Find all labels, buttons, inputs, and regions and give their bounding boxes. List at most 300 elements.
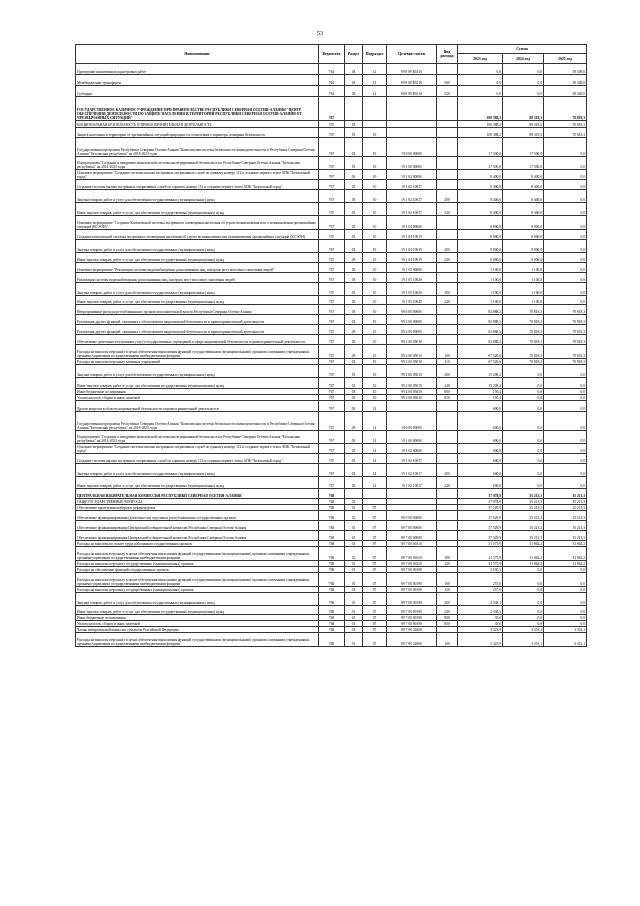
- cell-section: 03: [345, 325, 363, 335]
- cell-2025: 0,0: [544, 138, 587, 157]
- cell-name: Закупка товаров, работ и услуг для обеспечения государственных (муниципальных) нужд: [76, 365, 319, 378]
- cell-target: 19 1 02 10017: [387, 190, 437, 203]
- cell-subsection: 10: [363, 230, 387, 240]
- cell-name: Подпрограмма "Создание и внедрение комплексной системы интегрированной безопасности в Республике Северная Осетия-Алания "Безопасная республика" на 2014-2023 годы: [76, 157, 319, 170]
- cell-ministry: 767: [319, 203, 345, 216]
- cell-target: 99 0 00 00000: [387, 305, 437, 315]
- cell-subsection: 14: [363, 464, 387, 477]
- cell-2023: 15 208,2: [458, 378, 503, 389]
- cell-ministry: 768: [319, 561, 345, 567]
- cell-2025: 0,0: [544, 216, 587, 230]
- cell-ministry: 767: [319, 283, 345, 296]
- cell-2025: 35 213,3: [544, 505, 587, 511]
- cell-subsection: 10: [363, 378, 387, 389]
- cell-2024: 70 818,3: [503, 325, 544, 335]
- cell-section: 03: [345, 283, 363, 296]
- cell-section: 01: [345, 606, 363, 615]
- budget-table: [75, 44, 587, 647]
- cell-2024: 88 318,3: [503, 121, 544, 128]
- cell-2025: 0,0: [544, 431, 587, 444]
- table-row: [76, 263, 587, 273]
- cell-name: Расходы на выплаты персоналу в целях обеспечения выполнения функций государственными (муниципальными) органами, казенными учреждениями, органами управления государственными внебюджетными фондами: [76, 633, 319, 647]
- cell-name: Создание комплексной системы экстренного оповещения населения об угрозе возникновения или возникновения чрезвычайных ситуаций (КСЭОН): [76, 230, 319, 240]
- cell-name: Расходы на выплаты персоналу государственных (муниципальных) органов: [76, 587, 319, 593]
- cell-section: 04: [345, 86, 363, 97]
- header-2023: 2023 год: [458, 54, 503, 64]
- cell-2024: 88 318,3: [503, 97, 544, 121]
- cell-exp-type: [437, 454, 458, 464]
- cell-subsection: 07: [363, 593, 387, 606]
- cell-2025: 0,0: [544, 477, 587, 489]
- cell-section: 03: [345, 230, 363, 240]
- cell-target: 99 2 00 05010: [387, 335, 437, 345]
- cell-2023: 257,0: [458, 587, 503, 593]
- table-row: [76, 477, 587, 489]
- cell-name: Расходы на обеспечение функций государственных органов: [76, 567, 319, 573]
- cell-2024: 0,0: [503, 75, 544, 86]
- cell-subsection: 07: [363, 511, 387, 521]
- cell-name: Закупка товаров, работ и услуг для обеспечения государственных (муниципальных) нужд: [76, 593, 319, 606]
- cell-target: 19 1 02 10017: [387, 454, 437, 464]
- cell-ministry: 767: [319, 477, 345, 489]
- cell-section: 03: [345, 454, 363, 464]
- table-row: [76, 464, 587, 477]
- cell-section: 03: [345, 464, 363, 477]
- table-row: [76, 573, 587, 587]
- cell-name: Иные закупки товаров, работ и услуг для обеспечения государственных (муниципальных) нужд: [76, 606, 319, 615]
- cell-2024: 35 213,3: [503, 531, 544, 541]
- cell-target: 19 1 00 00000: [387, 431, 437, 444]
- cell-2025: 3 351,1: [544, 633, 587, 647]
- cell-section: 03: [345, 389, 363, 395]
- cell-subsection: 10: [363, 359, 387, 365]
- cell-section: 01: [345, 531, 363, 541]
- cell-2023: 35,0: [458, 621, 503, 627]
- cell-2024: 0,0: [503, 378, 544, 389]
- cell-section: [345, 97, 363, 121]
- table-row: [76, 216, 587, 230]
- cell-ministry: 767: [319, 97, 345, 121]
- cell-subsection: 12: [363, 75, 387, 86]
- cell-section: 03: [345, 216, 363, 230]
- cell-ministry: 767: [319, 138, 345, 157]
- cell-2024: 8 000,0: [503, 230, 544, 240]
- header-target: Целевая статья: [387, 45, 437, 64]
- cell-2023: 8 400,0: [458, 170, 503, 180]
- cell-2024: 8 000,0: [503, 240, 544, 253]
- cell-section: 01: [345, 561, 363, 567]
- cell-target: 99 2 00 00000: [387, 315, 437, 325]
- cell-ministry: 768: [319, 547, 345, 561]
- table-row: [76, 325, 587, 335]
- cell-section: 03: [345, 128, 363, 138]
- cell-ministry: 768: [319, 567, 345, 573]
- cell-name: ГОСУДАРСТВЕННОЕ КАЗЕННОЕ УЧРЕЖДЕНИЕ ПРИ ПРАВИТЕЛЬСТВЕ РЕСПУБЛИКИ СЕВЕРНАЯ ОСЕТИЯ-АЛАНИЯ "ЦЕНТР ОБЕСПЕЧЕНИЯ ДЕЯТЕЛЬНОСТИ ПО ЗАЩИТЕ НАСЕЛЕНИЯ И ТЕРРИТОРИЙ РЕСПУБЛИКИ СЕВЕРНАЯ ОСЕТИЯ-АЛАНИЯ ОТ ЧРЕЗВЫЧАЙНЫХ СИТУАЦИЙ": [76, 97, 319, 121]
- cell-2025: 35 213,3: [544, 521, 587, 531]
- cell-exp-type: [437, 230, 458, 240]
- cell-subsection: 12: [363, 64, 387, 75]
- cell-subsection: 10: [363, 157, 387, 170]
- cell-name: Расходы на выплаты персоналу в целях обеспечения выполнения функций государственными (муниципальными) органами, казенными учреждениями, органами управления государственными внебюджетными фондами: [76, 345, 319, 359]
- cell-2023: 100 388,2: [458, 97, 503, 121]
- cell-name: Подпрограмма "Создание и внедрение комплексной системы интегрированной безопасности в Республике Северная Осетия-Алания "Безопасная республика" на 2014-2023 годы: [76, 431, 319, 444]
- cell-2024: 35 213,3: [503, 521, 544, 531]
- cell-target: 19 1 04 10019: [387, 230, 437, 240]
- cell-2024: 0,0: [503, 365, 544, 378]
- table-row: [76, 335, 587, 345]
- cell-exp-type: 850: [437, 395, 458, 401]
- cell-subsection: 07: [363, 567, 387, 573]
- cell-subsection: 10: [363, 128, 387, 138]
- table-header: [76, 45, 587, 64]
- cell-2025: 70 818,3: [544, 315, 587, 325]
- cell-exp-type: 100: [437, 547, 458, 561]
- cell-exp-type: 200: [437, 593, 458, 606]
- cell-subsection: 10: [363, 325, 387, 335]
- cell-2023: 15 208,2: [458, 365, 503, 378]
- header-ministry: Ведомство: [319, 45, 345, 64]
- cell-name: Основное мероприятие "Создание системы вызова экстренных оперативных служб по единому номеру 112 и создание первого этапа АПК "Безопасный город": [76, 444, 319, 454]
- cell-section: 03: [345, 253, 363, 263]
- cell-2023: 159,4: [458, 389, 503, 395]
- cell-subsection: 07: [363, 505, 387, 511]
- cell-name: Другие вопросы в области национальной безопасности и правоохранительной деятельности: [76, 401, 319, 412]
- cell-2025: 0,0: [544, 170, 587, 180]
- cell-section: 03: [345, 431, 363, 444]
- cell-ministry: 768: [319, 521, 345, 531]
- cell-subsection: 14: [363, 454, 387, 464]
- cell-name: Обеспечение функционирования (деятельности) отдельных республиканских государственных органов: [76, 511, 319, 521]
- cell-2023: 600,0: [458, 454, 503, 464]
- cell-2024: 70 818,3: [503, 359, 544, 365]
- cell-2025: 0,0: [544, 412, 587, 431]
- cell-target: 89 7 00 22600: [387, 633, 437, 647]
- cell-ministry: 767: [319, 121, 345, 128]
- cell-subsection: 07: [363, 573, 387, 587]
- cell-section: 01: [345, 547, 363, 561]
- cell-2024: 0,0: [503, 86, 544, 97]
- cell-2025: 0,0: [544, 296, 587, 305]
- cell-2025: 70 818,3: [544, 128, 587, 138]
- table-row: [76, 190, 587, 203]
- cell-2025: 0,0: [544, 180, 587, 190]
- cell-subsection: 14: [363, 477, 387, 489]
- cell-section: 03: [345, 477, 363, 489]
- cell-2023: 67 520,6: [458, 359, 503, 365]
- cell-exp-type: [437, 273, 458, 283]
- cell-2023: 600,0: [458, 412, 503, 431]
- cell-ministry: 767: [319, 345, 345, 359]
- cell-name: Закупка товаров, работ и услуг для обеспечения государственных (муниципальных) нужд: [76, 464, 319, 477]
- cell-2023: 1 100,0: [458, 296, 503, 305]
- cell-name: Члены избирательной комиссии субъектов Российской Федерации: [76, 627, 319, 633]
- cell-2024: 0,0: [503, 573, 544, 587]
- cell-section: 03: [345, 315, 363, 325]
- cell-2023: 31 575,9: [458, 541, 503, 547]
- cell-name: Расходы на выплаты персоналу казенных учреждений: [76, 359, 319, 365]
- cell-2025: 39 349,0: [544, 75, 587, 86]
- table-row: [76, 454, 587, 464]
- cell-2025: 70 818,3: [544, 345, 587, 359]
- cell-exp-type: 240: [437, 378, 458, 389]
- cell-exp-type: 240: [437, 253, 458, 263]
- cell-target: 89 0 00 00000: [387, 511, 437, 521]
- cell-2024: 0,0: [503, 615, 544, 621]
- cell-name: Обеспечение функционирования Центральной избирательной комиссии Республики Северная Осетия-Алания: [76, 531, 319, 541]
- cell-2025: 70 818,3: [544, 97, 587, 121]
- cell-target: 19 1 02 00000: [387, 170, 437, 180]
- cell-target: 89 7 00 00000: [387, 521, 437, 531]
- cell-ministry: 767: [319, 240, 345, 253]
- cell-2023: 2 338,1: [458, 606, 503, 615]
- cell-section: 03: [345, 203, 363, 216]
- cell-name: Государственная программа Республики Северная Осетия-Алания "Комплексная система безопасности жизнедеятельности в Республике Северная Осетия-Алания "Безопасная республика" на 2018-2023 годы: [76, 412, 319, 431]
- cell-2023: 37 978,8: [458, 499, 503, 505]
- header-name: Наименование: [76, 45, 319, 64]
- cell-2024: 0,0: [503, 606, 544, 615]
- cell-subsection: 10: [363, 335, 387, 345]
- cell-2025: 35 213,3: [544, 489, 587, 499]
- cell-exp-type: [437, 64, 458, 75]
- cell-2023: 31 575,9: [458, 561, 503, 567]
- cell-subsection: 07: [363, 627, 387, 633]
- cell-section: 03: [345, 365, 363, 378]
- table-row: [76, 86, 587, 97]
- cell-2023: 37 978,8: [458, 489, 503, 499]
- cell-2025: 0,0: [544, 444, 587, 454]
- cell-section: 01: [345, 593, 363, 606]
- table-row: [76, 75, 587, 86]
- cell-subsection: 10: [363, 345, 387, 359]
- cell-2023: 0,0: [458, 86, 503, 97]
- cell-exp-type: [437, 444, 458, 454]
- cell-2025: 3 351,1: [544, 627, 587, 633]
- cell-2025: 31 862,2: [544, 541, 587, 547]
- cell-2023: 8 400,0: [458, 180, 503, 190]
- cell-section: 03: [345, 263, 363, 273]
- cell-target: 99 8 09 R5110: [387, 64, 437, 75]
- cell-name: Обеспечение функционирования Центральной избирательной комиссии Республики Северная Осетия-Алания: [76, 521, 319, 531]
- cell-section: 03: [345, 444, 363, 454]
- cell-2025: 0,0: [544, 606, 587, 615]
- cell-target: 89 7 00 00110: [387, 561, 437, 567]
- cell-section: 01: [345, 511, 363, 521]
- cell-subsection: 10: [363, 253, 387, 263]
- cell-ministry: 768: [319, 531, 345, 541]
- cell-2024: 8 000,0: [503, 216, 544, 230]
- cell-2023: 17 500,0: [458, 138, 503, 157]
- cell-2023: 37 529,9: [458, 531, 503, 541]
- cell-ministry: 768: [319, 541, 345, 547]
- cell-2024: 8 400,0: [503, 170, 544, 180]
- cell-ministry: 767: [319, 128, 345, 138]
- cell-2023: 0,0: [458, 64, 503, 75]
- cell-2024: 17 500,0: [503, 157, 544, 170]
- cell-section: 03: [345, 138, 363, 157]
- table-row: [76, 547, 587, 561]
- cell-section: 03: [345, 401, 363, 412]
- cell-2023: 100 388,2: [458, 128, 503, 138]
- cell-name: Уплата налогов, сборов и иных платежей: [76, 621, 319, 627]
- cell-name: Субсидии: [76, 86, 319, 97]
- cell-target: 99 2 00 05010: [387, 359, 437, 365]
- cell-target: 99 2 00 00000: [387, 325, 437, 335]
- cell-subsection: 10: [363, 296, 387, 305]
- header-2025: 2025 год: [544, 54, 587, 64]
- table-row: [76, 606, 587, 615]
- table-row: [76, 431, 587, 444]
- cell-2025: 0,0: [544, 621, 587, 627]
- table-body: [76, 64, 587, 647]
- cell-ministry: 767: [319, 263, 345, 273]
- cell-ministry: 764: [319, 64, 345, 75]
- cell-name: Защита населения и территории от чрезвычайных ситуаций природного и техногенного характера, пожарная безопасность: [76, 128, 319, 138]
- cell-exp-type: 120: [437, 587, 458, 593]
- cell-2025: 0,0: [544, 378, 587, 389]
- cell-2024: 0,0: [503, 567, 544, 573]
- cell-2024: 17 500,0: [503, 138, 544, 157]
- cell-2023: 600,0: [458, 444, 503, 454]
- cell-2024: 70 818,3: [503, 305, 544, 315]
- cell-subsection: 07: [363, 547, 387, 561]
- cell-subsection: 10: [363, 389, 387, 395]
- cell-name: Создание системы вызова экстренных оперативных служб по единому номеру 112 и создание первого этапа АПК "Безопасный город": [76, 454, 319, 464]
- cell-ministry: 767: [319, 378, 345, 389]
- cell-2025: 35 213,3: [544, 511, 587, 521]
- table-row: [76, 531, 587, 541]
- cell-2024: 31 862,2: [503, 547, 544, 561]
- cell-section: 03: [345, 273, 363, 283]
- cell-2024: 0,0: [503, 412, 544, 431]
- cell-2025: 39 349,0: [544, 86, 587, 97]
- cell-2023: 82 888,2: [458, 315, 503, 325]
- cell-ministry: 767: [319, 335, 345, 345]
- cell-exp-type: [437, 511, 458, 521]
- cell-ministry: 767: [319, 190, 345, 203]
- cell-2025: 31 862,2: [544, 561, 587, 567]
- cell-2023: 2 338,1: [458, 593, 503, 606]
- cell-2025: 0,0: [544, 567, 587, 573]
- cell-ministry: 767: [319, 412, 345, 431]
- cell-2025: 0,0: [544, 593, 587, 606]
- cell-target: 99 2 00 05010: [387, 345, 437, 359]
- cell-target: 19 0 00 00000: [387, 138, 437, 157]
- cell-name: Иные бюджетные ассигнования: [76, 615, 319, 621]
- cell-ministry: 767: [319, 273, 345, 283]
- cell-2024: 8 400,0: [503, 180, 544, 190]
- cell-2024: 8 400,0: [503, 203, 544, 216]
- cell-exp-type: 100: [437, 633, 458, 647]
- cell-2024: 35 213,3: [503, 505, 544, 511]
- cell-ministry: 767: [319, 296, 345, 305]
- cell-name: Закупка товаров, работ и услуг для обеспечения государственных (муниципальных) нужд: [76, 283, 319, 296]
- cell-exp-type: 100: [437, 573, 458, 587]
- cell-target: 19 1 00 00000: [387, 157, 437, 170]
- cell-target: 89 7 00 00110: [387, 547, 437, 561]
- cell-2024: 1 100,0: [503, 263, 544, 273]
- cell-2023: 159,4: [458, 395, 503, 401]
- cell-subsection: 10: [363, 283, 387, 296]
- cell-section: 01: [345, 627, 363, 633]
- cell-exp-type: [437, 335, 458, 345]
- cell-2024: 0,0: [503, 64, 544, 75]
- cell-ministry: 767: [319, 431, 345, 444]
- cell-exp-type: 850: [437, 621, 458, 627]
- cell-name: Межбюджетные трансферты: [76, 75, 319, 86]
- cell-target: 19 1 04 10019: [387, 253, 437, 263]
- cell-2023: 67 520,6: [458, 345, 503, 359]
- cell-2024: 8 400,0: [503, 190, 544, 203]
- cell-2025: 70 818,3: [544, 325, 587, 335]
- cell-subsection: 10: [363, 240, 387, 253]
- cell-exp-type: 120: [437, 561, 458, 567]
- cell-name: Иные закупки товаров, работ и услуг для обеспечения государственных (муниципальных) нужд: [76, 378, 319, 389]
- cell-exp-type: [437, 531, 458, 541]
- cell-target: 19 1 02 10017: [387, 464, 437, 477]
- table-row: [76, 444, 587, 454]
- cell-subsection: 10: [363, 203, 387, 216]
- cell-exp-type: 200: [437, 365, 458, 378]
- cell-subsection: 12: [363, 86, 387, 97]
- cell-name: Иные закупки товаров, работ и услуг для обеспечения государственных (муниципальных) нужд: [76, 477, 319, 489]
- cell-ministry: 767: [319, 157, 345, 170]
- cell-name: Расходы на выплаты персоналу в целях обеспечения выполнения функций государственными (муниципальными) органами, казенными учреждениями, органами управления государственными внебюджетными фондами: [76, 547, 319, 561]
- cell-ministry: 767: [319, 170, 345, 180]
- cell-ministry: 767: [319, 464, 345, 477]
- cell-ministry: 768: [319, 615, 345, 621]
- cell-2023: 2 630,1: [458, 567, 503, 573]
- cell-target: 89 7 00 00190: [387, 593, 437, 606]
- cell-2025: 0,0: [544, 395, 587, 401]
- cell-ministry: 768: [319, 593, 345, 606]
- cell-ministry: 768: [319, 587, 345, 593]
- cell-target: 89 7 00 00000: [387, 531, 437, 541]
- cell-ministry: 767: [319, 305, 345, 315]
- cell-2023: 100 388,2: [458, 121, 503, 128]
- cell-section: 04: [345, 64, 363, 75]
- table-row: [76, 230, 587, 240]
- table-row: [76, 64, 587, 75]
- cell-target: 19 0 00 00000: [387, 412, 437, 431]
- header-section: Раздел: [345, 45, 363, 64]
- table-row: [76, 315, 587, 325]
- cell-name: Создание системы вызова экстренных оперативных служб по единому номеру 112 и создание первого этапа АПК "Безопасный город": [76, 180, 319, 190]
- cell-2024: 0,0: [503, 389, 544, 395]
- page-number: 53: [317, 31, 323, 37]
- cell-2023: 37 529,9: [458, 521, 503, 531]
- cell-section: 01: [345, 521, 363, 531]
- cell-target: 99 8 09 R5110: [387, 86, 437, 97]
- cell-ministry: 767: [319, 325, 345, 335]
- cell-subsection: 10: [363, 365, 387, 378]
- cell-subsection: 14: [363, 401, 387, 412]
- cell-2023: 82 888,2: [458, 335, 503, 345]
- cell-exp-type: [437, 401, 458, 412]
- cell-ministry: 768: [319, 621, 345, 627]
- cell-subsection: [363, 121, 387, 128]
- cell-target: 89 7 00 00190: [387, 621, 437, 627]
- cell-2023: 82 888,2: [458, 305, 503, 315]
- cell-subsection: 10: [363, 305, 387, 315]
- cell-2023: 1 100,0: [458, 263, 503, 273]
- cell-name: Расходы на выплаты по оплате труда работников государственных органов: [76, 541, 319, 547]
- cell-2024: 0,0: [503, 401, 544, 412]
- cell-name: Реализация других функций, связанных с обеспечением национальной безопасности и правоохранительной деятельности: [76, 325, 319, 335]
- cell-target: 99 2 00 05010: [387, 395, 437, 401]
- cell-subsection: 10: [363, 263, 387, 273]
- table-row: [76, 170, 587, 180]
- cell-exp-type: 200: [437, 190, 458, 203]
